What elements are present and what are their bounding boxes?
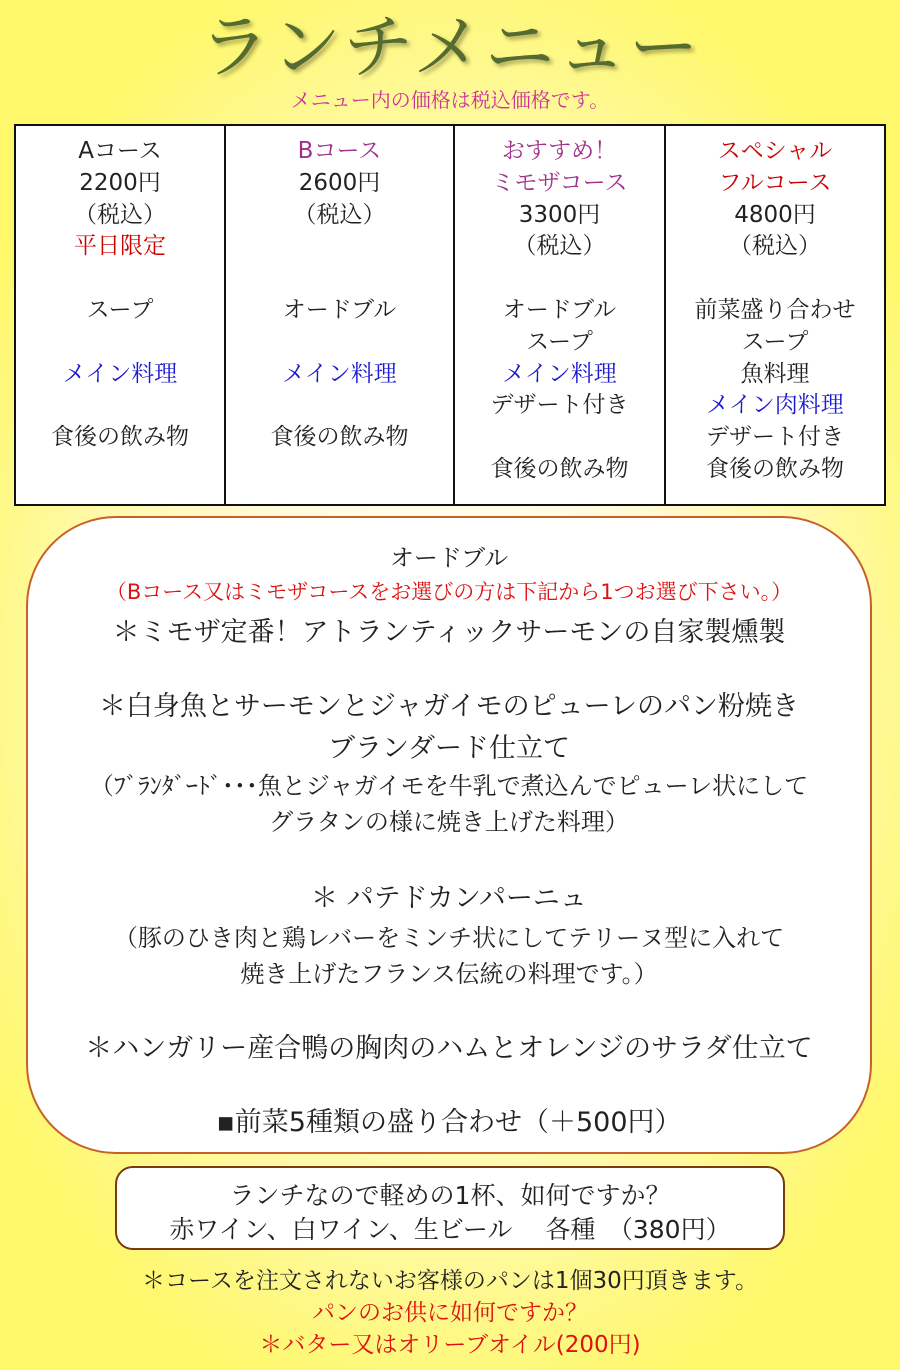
hors-doeuvre-note: （Bコース又はミモザコースをお選びの方は下記から1つお選び下さい。） (105, 580, 793, 604)
course-b (225, 125, 454, 505)
hors-doeuvre-desc: （豚のひき肉と鶏レバーをミンチ状にしてテリーヌ型に入れて (113, 924, 785, 952)
hors-doeuvre-desc: 焼き上げたフランス伝統の料理です。） (240, 960, 658, 988)
course-tax: （税込） (293, 201, 386, 228)
course-tax: （税込） (513, 233, 606, 260)
course-price: 2600円 (298, 169, 381, 196)
course-item: 前菜盛り合わせ (694, 296, 856, 323)
drinks-panel (115, 1166, 785, 1250)
course-item: デザート付き (706, 424, 844, 451)
course-special (665, 125, 885, 505)
page-title: ランチメニュー (199, 6, 701, 88)
hors-doeuvre-item: ＊白身魚とサーモンとジャガイモのピューレのパン粉焼き (98, 691, 800, 722)
course-table (14, 124, 886, 506)
course-item: メイン肉料理 (706, 392, 844, 419)
hors-doeuvre-item: ＊ハンガリー産合鴨の胸肉のハムとオレンジのサラダ仕立て (85, 1033, 813, 1064)
course-tax: （税込） (729, 233, 821, 260)
course-item: 食後の飲み物 (51, 424, 189, 451)
course-name: ミモザコース (491, 169, 628, 196)
course-mimosa (454, 125, 665, 505)
course-item: スープ (526, 328, 593, 355)
hors-doeuvre-panel (26, 516, 872, 1154)
drinks-line: ランチなので軽めの1杯、如何ですか？ (229, 1181, 671, 1210)
course-price: 3300円 (518, 201, 601, 228)
course-name: スペシャル (717, 138, 833, 164)
hors-doeuvre-item: ＊ パテドカンパーニュ (311, 883, 587, 914)
course-item: 食後の飲み物 (270, 424, 409, 451)
hors-doeuvre-item: ＊ミモザ定番！アトランティックサーモンの自家製燻製 (112, 617, 786, 648)
course-item: オードブル (282, 296, 397, 323)
course-item: オードブル (502, 296, 617, 323)
course-item: メイン料理 (502, 360, 617, 387)
hors-doeuvre-item: ▪前菜5種類の盛り合わせ（＋500円） (216, 1107, 682, 1138)
course-name: Aコース (78, 138, 162, 164)
course-item: スープ (741, 328, 809, 355)
course-a (15, 125, 225, 505)
course-item: デザート付き (490, 392, 629, 419)
bread-offer-note: パンのお供に如何ですか？ (312, 1300, 588, 1326)
course-item: 魚料理 (740, 360, 810, 387)
butter-oil-price: ＊バター又はオリーブオイル(200円) (259, 1332, 641, 1358)
hors-doeuvre-desc: グラタンの様に焼き上げた料理） (269, 808, 629, 836)
course-tax: （税込） (74, 201, 166, 228)
course-item: 食後の飲み物 (490, 455, 629, 482)
course-name: フルコース (718, 169, 832, 196)
tax-note: メニュー内の価格は税込価格です。 (290, 88, 610, 112)
hors-doeuvre-desc: （ﾌﾞﾗﾝﾀﾞｰﾄﾞ･･･魚とジャガイモを牛乳で煮込んでピューレ状にして (89, 772, 809, 800)
course-name: おすすめ！ (501, 138, 618, 164)
course-item: スープ (86, 296, 154, 323)
course-item: メイン料理 (282, 360, 397, 387)
drinks-line: 赤ワイン、白ワイン、生ビール 各種 （380円） (169, 1215, 731, 1244)
hors-doeuvre-heading: オードブル (389, 544, 509, 572)
course-item: メイン料理 (62, 360, 178, 387)
course-item: 食後の飲み物 (706, 455, 844, 482)
bread-charge-note: ＊コースを注文されないお客様のパンは1個30円頂きます。 (142, 1268, 758, 1294)
weekday-limited-badge: 平日限定 (74, 233, 166, 260)
course-name: Bコース (297, 138, 382, 164)
course-price: 2200円 (79, 169, 161, 196)
course-price: 4800円 (734, 201, 816, 228)
hors-doeuvre-item: ブランダード仕立て (328, 733, 570, 764)
